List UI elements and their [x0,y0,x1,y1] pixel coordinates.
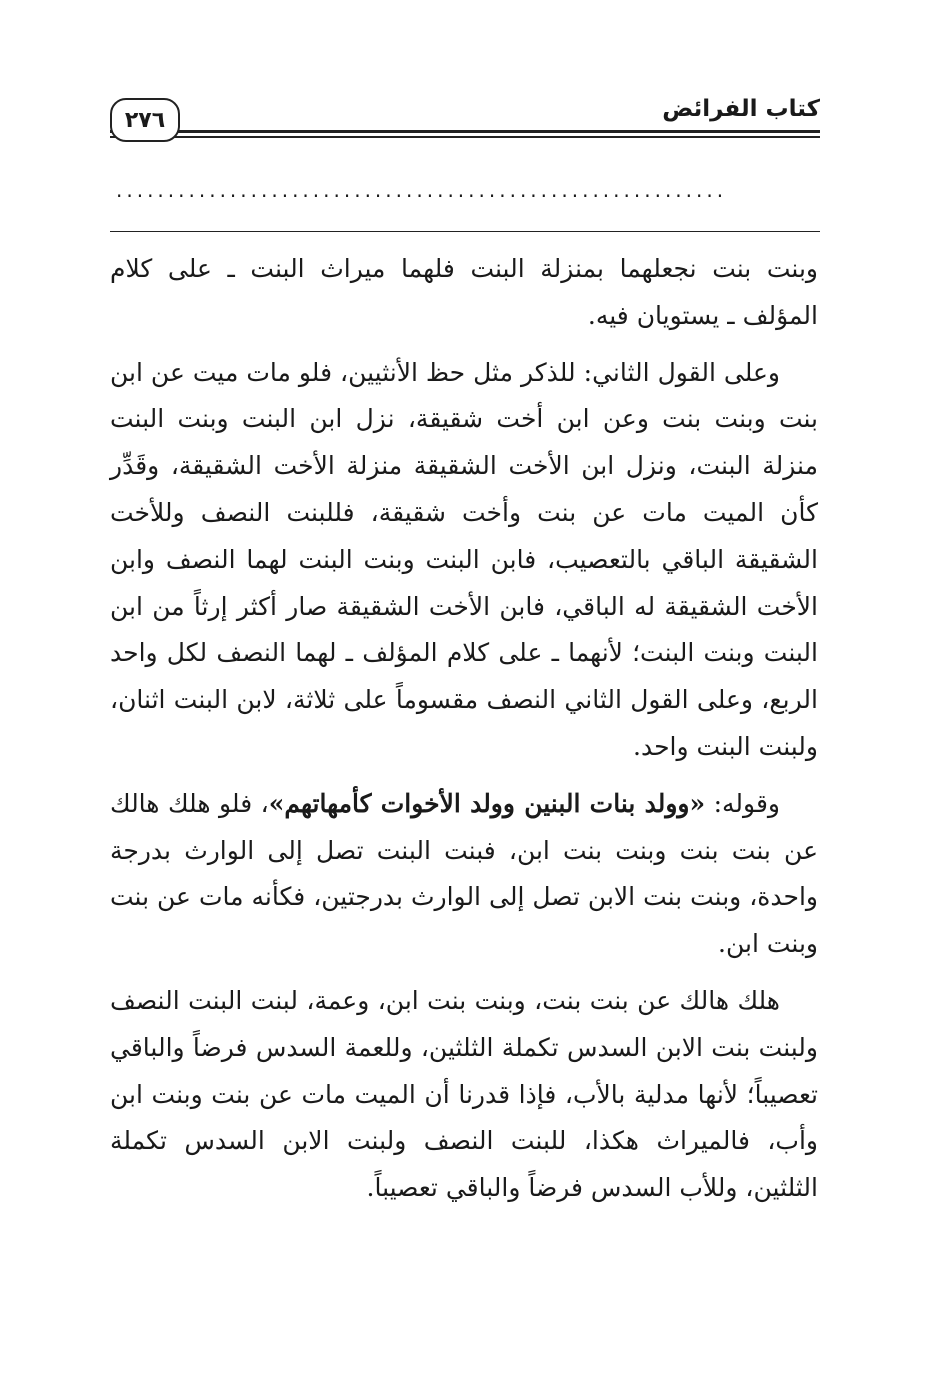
paragraph-4-text: هلك هالك عن بنت بنت، وبنت بنت ابن، وعمة، لبنت البنت النصف ولبنت بنت الابن السدس تكملة الثلثين، وللعمة السدس فرضاً والباقي تعصيباً؛ لأنها مدلية بالأب، فإذا قدرنا أن الميت مات عن بنت وبنت ابن وأب، فالميراث هكذا، للبنت النصف ولبنت الابن السدس تكملة الثلثين، وللأب السدس فرضاً والباقي تعصيباً. [110,985,818,1203]
page-body [110,246,818,1222]
page-header [110,96,820,152]
book-title: كتاب الفرائض [662,96,820,122]
paragraph-1 [110,246,818,340]
paragraph-3-lead: وقوله: [705,788,780,818]
paragraph-3 [110,781,818,968]
matn-quote: «وولد بنات البنين وولد الأخوات كأمهاتهم» [268,788,706,818]
header-rule-thick [110,130,820,133]
page-number: ٢٧٦ [110,98,180,142]
paragraph-3-text: ، فلو هلك هالك عن بنت بنت وبنت بنت ابن، فبنت البنت تصل إلى الوارث بدرجة واحدة، وبنت بنت الابن تصل إلى الوارث بدرجتين، فكأنه مات عن بنت وبنت ابن. [110,788,818,959]
paragraph-2-text: وعلى القول الثاني: للذكر مثل حظ الأنثيين، فلو مات ميت عن ابن بنت وبنت بنت وعن ابن أخت شقيقة، نزل ابن البنت وبنت البنت منزلة البنت، ونزل ابن الأخت الشقيقة منزلة الأخت الشقيقة، وقَدِّر كأن الميت مات عن بنت وأخت شقيقة، فللبنت النصف وللأخت الشقيقة الباقي بالتعصيب، فابن البنت وبنت البنت لهما النصف وابن الأخت الشقيقة له الباقي، فابن الأخت الشقيقة صار أكثر إرثاً من ابن البنت وبنت البنت؛ لأنهما ـ على كلام المؤلف ـ لهما النصف لكل واحد الربع، وعلى القول الثاني النصف مقسوماً على ثلاثة، لابن البنت اثنان، ولبنت البنت واحد. [110,357,818,761]
paragraph-1-text: وبنت بنت نجعلهما بمنزلة البنت فلهما ميراث البنت ـ على كلام المؤلف ـ يستويان فيه. [110,254,818,330]
paragraph-4 [110,978,818,1212]
paragraph-2 [110,350,818,771]
content-rule [110,231,820,232]
header-rule-thin [110,136,820,138]
dotted-separator: ........................................................... [116,178,728,202]
